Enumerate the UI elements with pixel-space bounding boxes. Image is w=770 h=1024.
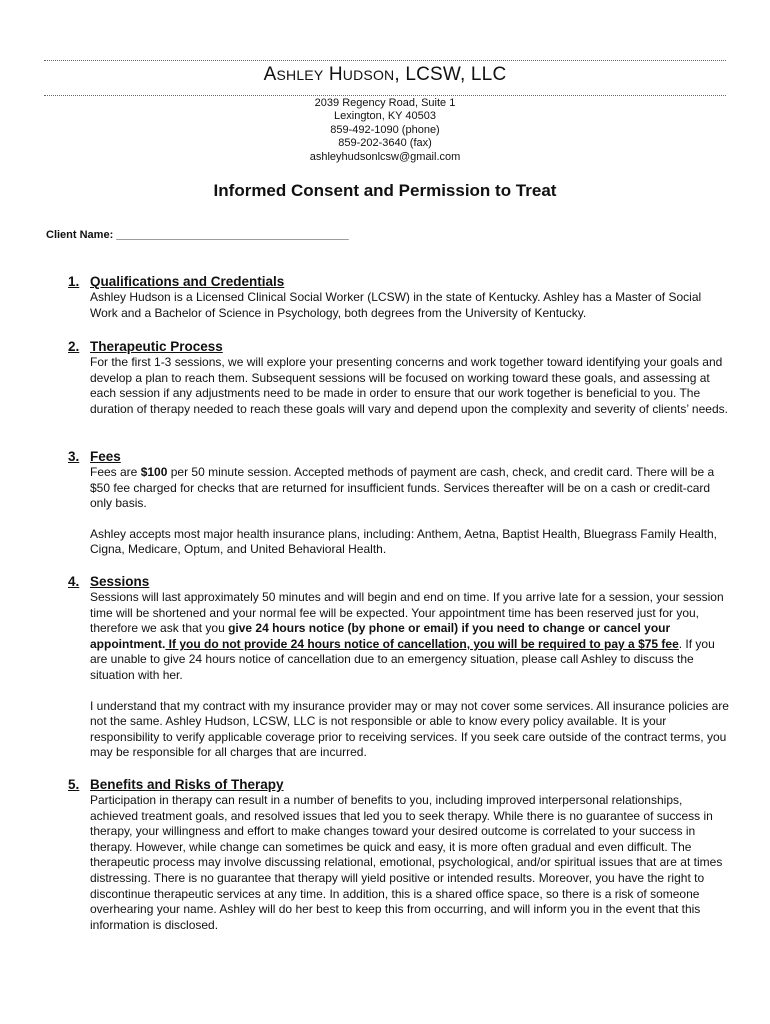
section-number: 1. (68, 274, 80, 289)
section-heading (68, 273, 730, 290)
email-address: ashleyhudsonlcsw@gmail.com (309, 150, 461, 163)
section-fees (68, 448, 730, 558)
section-number: 2. (68, 339, 80, 354)
insurance-paragraph: Ashley accepts most major health insurance plans, including: Anthem, Aetna, Baptist Health, Bluegrass Family Health, Cigna, Medicare, Optum, and United Behavioral Health. (90, 526, 717, 557)
section-heading (68, 448, 730, 465)
section-number: 3. (68, 449, 80, 464)
fees-text-pre: Fees are (90, 465, 141, 479)
brand-initial-last: H (328, 64, 343, 85)
section-sessions (68, 573, 730, 761)
section-title: Fees (90, 449, 121, 464)
section-title: Therapeutic Process (90, 339, 223, 354)
section-paragraph: Participation in therapy can result in a number of benefits to you, including improved interpersonal relationships, achieved treatment goals, and resolved issues that led you to seek therapy. While there is no guarantee of success in therapy, your willingness and effort to make changes toward your desired outcome is correlated to your success in therapy. However, while change can sometimes be quick and easy, it is more often gradual and even difficult. The therapeutic process may involve discussing relational, emotional, psychological, and/or spiritual issues that are at times distressing. There is no guarantee that therapy will yield positive or intended results. Moreover, you have the right to discontinue therapeutic services at any time. In addition, this is a shared office space, so there is a risk of someone overhearing your name. Ashley will do her best to keep this from occurring, and will inform you in the event that this information is disclosed. (90, 793, 723, 932)
phone-number: 859-492-1090 (phone) (330, 123, 440, 136)
cancellation-fee-warning: If you do not provide 24 hours notice of cancellation, you will be required to pay a $75 fee (165, 636, 679, 651)
insurance-disclaimer-paragraph: I understand that my contract with my insurance provider may or may not cover some services. All insurance policies are not the same. Ashley Hudson, LCSW, LLC is not responsible or able to know every policy available. It is your responsibility to verify applicable coverage prior to receiving services. If you seek care outside of the contract terms, you may be responsible for all charges that are incurred. (90, 698, 729, 760)
section-therapeutic-process (68, 338, 730, 417)
practice-name (0, 64, 770, 86)
fee-amount: $100 (140, 465, 168, 479)
section-body (90, 355, 730, 417)
bottom-dotted-rule (44, 95, 726, 96)
section-body (90, 793, 730, 933)
address-city: Lexington, KY 40503 (334, 110, 436, 123)
section-heading (68, 573, 730, 590)
brand-first-name-rest: SHLEY (276, 67, 324, 83)
section-title: Sessions (90, 574, 150, 589)
contact-block (0, 97, 770, 164)
brand-last-name-rest: UDSON (342, 67, 395, 83)
section-number: 5. (68, 777, 80, 792)
document-title: Informed Consent and Permission to Treat (213, 181, 557, 200)
section-benefits-risks (68, 776, 730, 933)
section-body (90, 290, 730, 321)
brand-initial-first: A (263, 64, 277, 85)
section-qualifications (68, 273, 730, 321)
section-paragraph: For the first 1-3 sessions, we will explore your presenting concerns and work together toward identifying your goals and develop a plan to reach them. Subsequent sessions will be focused on working toward these goals, and assessing at each session if any adjustments need to be made in order to ensure that our work together is beneficial to you. The duration of therapy needed to reach these goals will vary and depend upon the complexity and severity of clients’ needs. (90, 355, 728, 416)
fees-text-post: per 50 minute session. Accepted methods of payment are cash, check, and credit card. There will be a $50 fee charged for checks that are returned for insufficient funds. Services thereafter will be on a cash or credit-card only basis. (90, 465, 715, 511)
top-dotted-rule (44, 60, 726, 61)
client-name-field: Client Name: ______________________________________ (46, 229, 349, 241)
section-heading (68, 776, 730, 793)
section-number: 4. (68, 574, 80, 589)
fees-paragraph (90, 465, 730, 512)
section-title: Benefits and Risks of Therapy (90, 777, 284, 792)
section-title: Qualifications and Credentials (90, 274, 285, 289)
cancellation-paragraph (90, 590, 730, 684)
brand-suffix: , LCSW, LLC (394, 64, 507, 85)
section-body (90, 465, 730, 558)
section-body (90, 590, 730, 761)
fax-number: 859-202-3640 (fax) (338, 137, 432, 150)
notice-requirement: give 24 hours notice (by phone or email) if you need to change or cancel your appointment. (90, 621, 671, 651)
section-paragraph: Ashley Hudson is a Licensed Clinical Social Worker (LCSW) in the state of Kentucky. Ashley has a Master of Social Work and a Bachelor of Science in Psychology, both degrees from the University of Kentucky. (90, 290, 702, 320)
sessions-text-post: . If you are unable to give 24 hours notice of cancellation due to an emergency situation, please call Ashley to discuss the situation with her. (90, 636, 715, 682)
address-street: 2039 Regency Road, Suite 1 (314, 97, 456, 109)
section-heading (68, 338, 730, 355)
sessions-text-pre: Sessions will last approximately 50 minutes and will begin and end on time. If you arrive late for a session, your session time will be shortened and your normal fee will be expected. Your appointment time has been reserved just for you, therefore we ask that you (90, 590, 724, 636)
